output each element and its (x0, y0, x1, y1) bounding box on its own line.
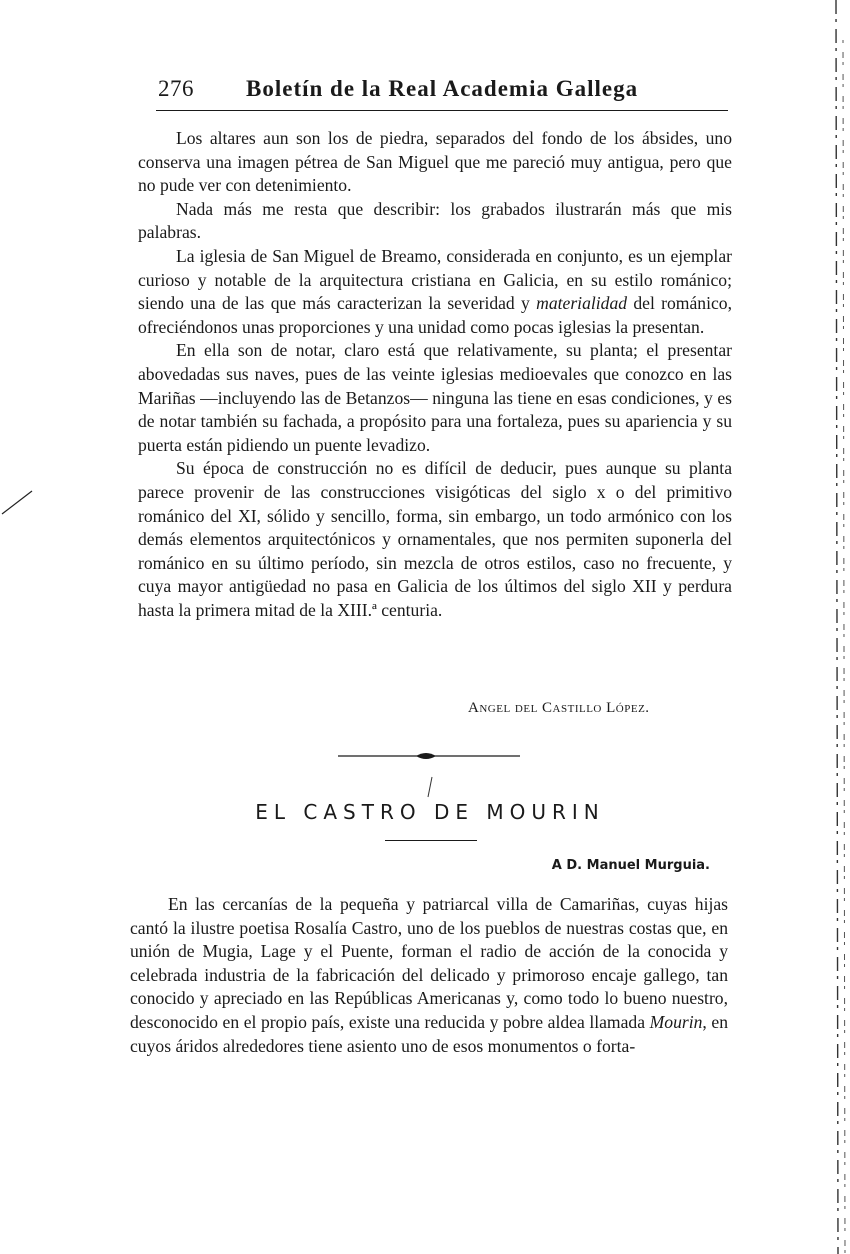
paragraph (130, 893, 728, 1058)
text-run: Su época de construcción no es difícil de deducir, pues aunque su planta parece provenir de las construcciones visigóticas del siglo x o del primitivo románico del XI, sólido y sencillo, forma, sin embargo, un todo armónico con los demás elementos arquitectónicos y ornamentales, que nos permiten suponerla del románico en su último período, sin mezcla de otros estilos, caso no frecuente, y cuya mayor antigüedad no pasa en Galicia de los últimos del siglo XII y perdura hasta la primera mitad de la XIII.ª centuria. (138, 458, 732, 620)
margin-pen-stroke (0, 488, 34, 518)
section-title: EL CASTRO DE MOURIN (255, 800, 605, 824)
author-signature: Angel del Castillo López. (468, 700, 650, 716)
text-run: Nada más me resta que describir: los grabados ilustrarán más que mis palabras. (138, 198, 732, 243)
paragraph (138, 198, 732, 245)
article-body (138, 127, 732, 622)
header-rule (156, 110, 728, 111)
paragraph (138, 457, 732, 622)
binding-edge (826, 0, 850, 1254)
text-run: En las cercanías de la pequeña y patriarcal villa de Camariñas, cuyas hijas cantó la ilustre poetisa Rosalía Castro, uno de los pueblos de nuestras costas que, en unión de Mugia, Lage y el Puente, forman el radio de acción de la conocida y celebrada industria de la fabricación del delicado y primoroso encaje gallego, tan conocido y apreciado en las Repúblicas Americanas y, como todo lo bueno nuestro, desconocido en el propio país, existe una reducida y pobre aldea llamada (130, 894, 728, 1032)
ink-tick-mark (426, 776, 434, 798)
article-body-2 (130, 893, 728, 1058)
text-run: La iglesia de San Miguel de Breamo, considerada en conjunto, es un ejemplar curioso y notable de la arquitectura cristiana en Galicia, en su estilo románico; siendo una de las que más caracterizan la severidad y (138, 245, 732, 314)
dedication: A D. Manuel Murguia. (551, 858, 710, 873)
text-run: Los altares aun son los de piedra, separados del fondo de los ábsides, uno conserva una imagen pétrea de San Miguel que me pareció muy antigua, pero que no pude ver con detenimiento. (138, 128, 732, 196)
running-title: Boletín de la Real Academia Gallega (246, 76, 639, 101)
page-number: 276 (158, 76, 194, 101)
italic-text: Mourin (649, 1011, 703, 1032)
text-run: , en cuyos áridos alrededores tiene asiento uno de esos monumentos o forta- (130, 1011, 728, 1056)
italic-text: materialidad (536, 293, 628, 314)
page-header (158, 76, 726, 102)
paragraph (138, 339, 732, 457)
paragraph (138, 127, 732, 198)
paragraph (138, 245, 732, 339)
section-divider-ornament (336, 746, 522, 766)
text-run: En ella son de notar, claro está que relativamente, su planta; el presentar abovedadas sus naves, pues de las veinte iglesias medioevales que conozco en las Mariñas —incluyendo las de Betanzos— ninguna las tiene en esas condiciones, y es de notar también su fachada, a propósito para una fortaleza, pues su apariencia y su puerta están pidiendo un puente levadizo. (138, 340, 732, 455)
text-run: del románico, ofreciéndonos unas proporciones y una unidad como pocas iglesias la presentan. (138, 293, 732, 337)
title-rule (385, 840, 477, 841)
